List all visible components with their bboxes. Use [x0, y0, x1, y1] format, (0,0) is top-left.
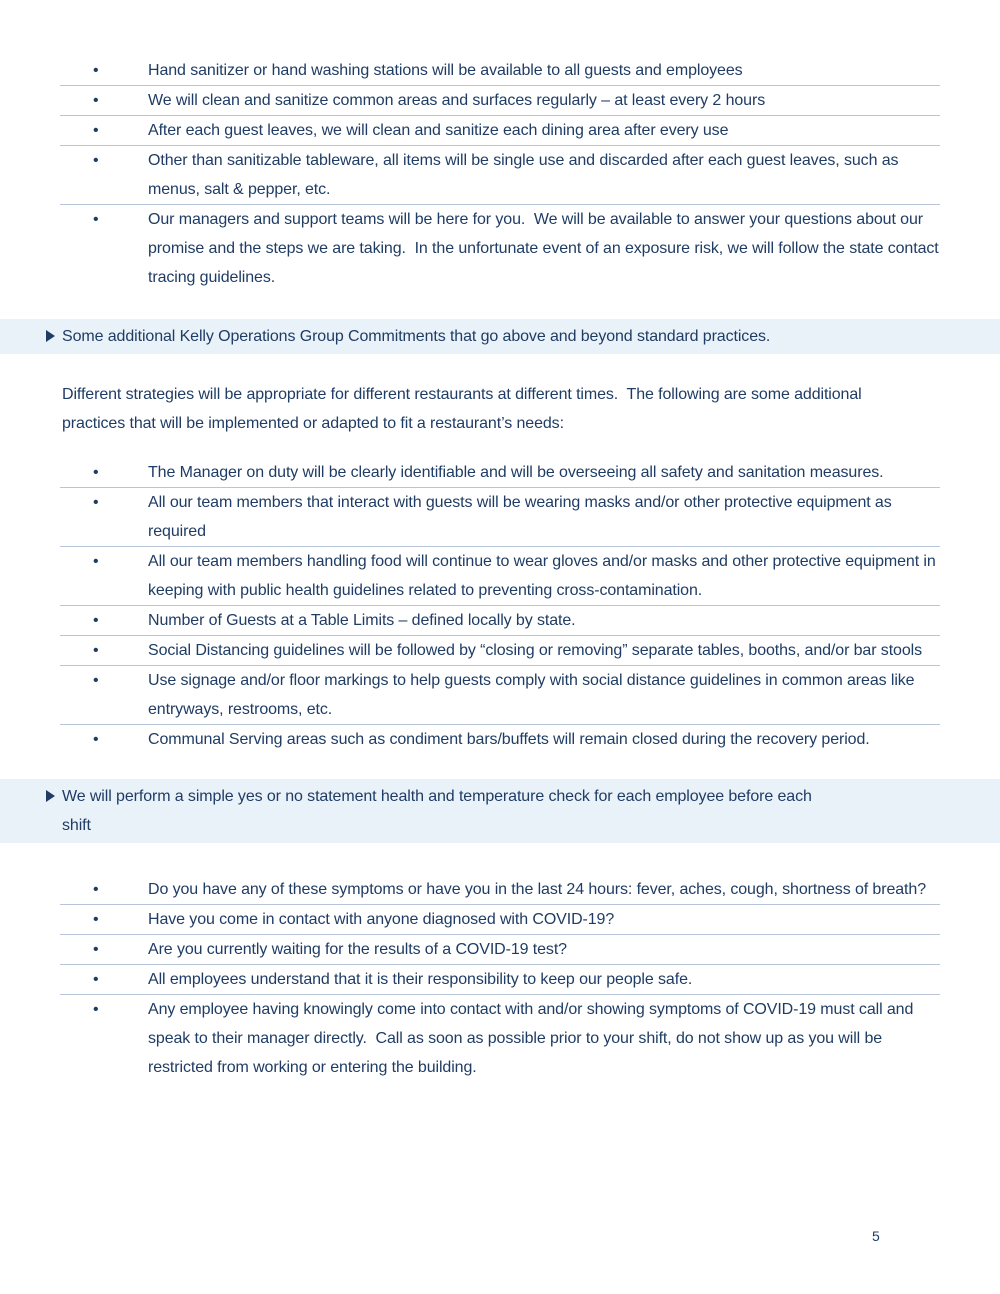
list-item-text: We will clean and sanitize common areas and surfaces regularly – at least every 2 hours: [148, 92, 766, 109]
list-item-text: Are you currently waiting for the results of a COVID-19 test?: [148, 941, 567, 958]
callout-heading-text: We will perform a simple yes or no statement health and temperature check for each employee before each shift: [62, 788, 817, 834]
list-item-text: Have you come in contact with anyone diagnosed with COVID-19?: [148, 911, 615, 928]
bullet-icon: •: [93, 971, 99, 988]
list-item-text: Use signage and/or floor markings to help guests comply with social distance guidelines in common areas like entryways, restrooms, etc.: [148, 672, 919, 718]
callout-heading-commitments: [0, 319, 1000, 354]
list-item: [60, 86, 940, 116]
list-item: [60, 458, 940, 488]
list-item: [60, 965, 940, 995]
bullet-icon: •: [93, 911, 99, 928]
list-item: [60, 636, 940, 666]
list-item-text: Any employee having knowingly come into contact with and/or showing symptoms of COVID-19 must call and speak to their manager directly. Call as soon as possible prior to your shift, do not show up as you will be restricted from working or entering the building.: [148, 1001, 918, 1076]
bullet-icon: •: [93, 122, 99, 139]
bullet-icon: •: [93, 152, 99, 169]
list-item-text: The Manager on duty will be clearly identifiable and will be overseeing all safety and sanitation measures.: [148, 464, 884, 481]
list-item: [60, 547, 940, 606]
list-item-text: Number of Guests at a Table Limits – defined locally by state.: [148, 612, 576, 629]
list-item: [60, 116, 940, 146]
bullet-icon: •: [93, 731, 99, 748]
arrow-bullet-icon: [46, 330, 55, 342]
list-item: [60, 905, 940, 935]
list-item: [60, 725, 940, 754]
list-item: [60, 875, 940, 905]
list-item-text: All our team members that interact with guests will be wearing masks and/or other protective equipment as required: [148, 494, 896, 540]
bullet-icon: •: [93, 881, 99, 898]
list-item-text: Our managers and support teams will be here for you. We will be available to answer your questions about our promise and the steps we are taking. In the unfortunate event of an exposure risk, we will follow the state contact tracing guidelines.: [148, 211, 943, 286]
additional-practices-list: [60, 458, 940, 754]
bullet-icon: •: [93, 1001, 99, 1018]
list-item-text: Social Distancing guidelines will be followed by “closing or removing” separate tables, booths, and/or bar stools: [148, 642, 923, 659]
health-check-questions-list: [60, 875, 940, 1082]
bullet-icon: •: [93, 92, 99, 109]
list-item-text: All our team members handling food will continue to wear gloves and/or masks and other protective equipment in keeping with public health guidelines related to preventing cross-contamination.: [148, 553, 941, 599]
list-item: [60, 488, 940, 547]
page-number: 5: [872, 1228, 880, 1244]
paragraph-strategies: Different strategies will be appropriate for different restaurants at different times. The following are some additional practices that will be implemented or adapted to fit a restaurant’s needs:: [62, 386, 866, 432]
standard-practices-list: [60, 56, 943, 292]
list-item: [60, 205, 943, 292]
bullet-icon: •: [93, 211, 99, 228]
bullet-icon: •: [93, 494, 99, 511]
list-item-text: Do you have any of these symptoms or have you in the last 24 hours: fever, aches, cough, shortness of breath?: [148, 881, 926, 898]
list-item-text: Hand sanitizer or hand washing stations will be available to all guests and employees: [148, 62, 743, 79]
bullet-icon: •: [93, 62, 99, 79]
list-item: [60, 606, 940, 636]
bullet-icon: •: [93, 941, 99, 958]
bullet-icon: •: [93, 553, 99, 570]
list-item-text: All employees understand that it is their responsibility to keep our people safe.: [148, 971, 693, 988]
list-item: [60, 146, 940, 205]
callout-heading-text: Some additional Kelly Operations Group Commitments that go above and beyond standard practices.: [62, 328, 771, 345]
list-item-text: Communal Serving areas such as condiment bars/buffets will remain closed during the recovery period.: [148, 731, 870, 748]
list-item: [60, 995, 940, 1082]
list-item: [60, 56, 940, 86]
list-item: [60, 666, 940, 725]
list-item-text: Other than sanitizable tableware, all items will be single use and discarded after each guest leaves, such as menus, salt & pepper, etc.: [148, 152, 903, 198]
bullet-icon: •: [93, 672, 99, 689]
callout-heading-health-check: [0, 779, 1000, 843]
bullet-icon: •: [93, 464, 99, 481]
bullet-icon: •: [93, 642, 99, 659]
list-item-text: After each guest leaves, we will clean and sanitize each dining area after every use: [148, 122, 729, 139]
arrow-bullet-icon: [46, 790, 55, 802]
bullet-icon: •: [93, 612, 99, 629]
list-item: [60, 935, 940, 965]
